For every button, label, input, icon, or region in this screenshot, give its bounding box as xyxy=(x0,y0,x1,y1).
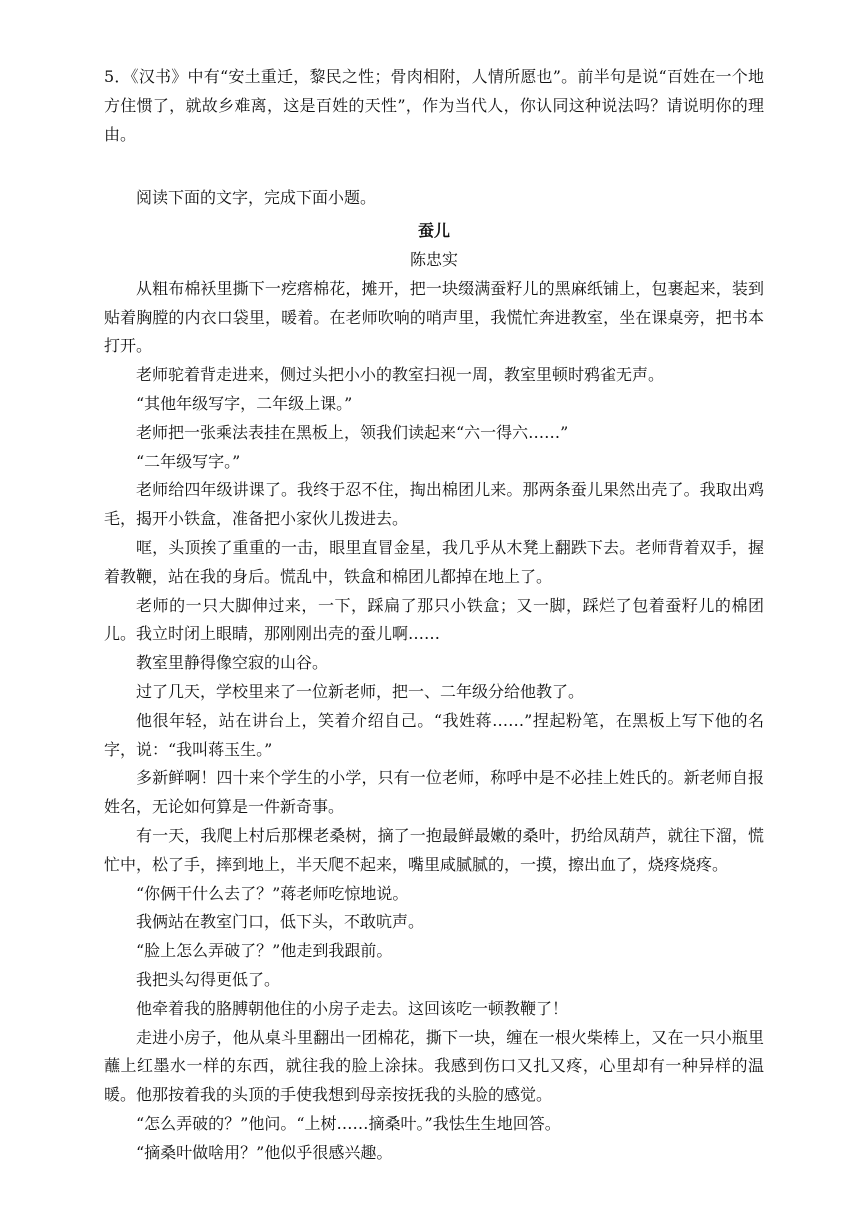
story-paragraph: “摘桑叶做啥用？”他似乎很感兴趣。 xyxy=(136,1142,393,1162)
story-paragraph: “二年级写字。” xyxy=(136,451,241,471)
story-paragraph: “脸上怎么弄破了？”他走到我跟前。 xyxy=(136,941,393,961)
story-paragraph: “怎么弄破的？”他问。“上树……摘桑叶。”我怯生生地回答。 xyxy=(136,1113,561,1133)
story-paragraph: 他很年轻，站在讲台上，笑着介绍自己。“我姓蒋……”捏起粉笔，在黑板上写下他的名字，说：“我叫蒋玉生。” xyxy=(104,710,764,759)
question-5-text: 5．《汉书》中有“安土重迁，黎民之性；骨肉相附，人情所愿也”。前半句是说“百姓在一个地方住惯了，就故乡难离，这是百姓的天性”，作为当代人，你认同这种说法吗？请说明你的理由。 xyxy=(104,67,764,144)
story-paragraph: 走进小房子，他从桌斗里翻出一团棉花，撕下一块，缠在一根火柴棒上，又在一只小瓶里蘸上红墨水一样的东西，就往我的脸上涂抹。我感到伤口又扎又疼，心里却有一种异样的温暖。他那按着我的头顶的手使我想到母亲按抚我的头脸的感觉。 xyxy=(104,1027,764,1105)
story-paragraph: 他牵着我的胳膊朝他住的小房子走去。这回该吃一顿教鞭了！ xyxy=(136,998,569,1018)
story-paragraph: “你俩干什么去了？”蒋老师吃惊地说。 xyxy=(136,883,409,903)
story-paragraph: 我俩站在教室门口，低下头，不敢吭声。 xyxy=(136,912,425,932)
page-content xyxy=(104,63,764,1167)
question-5 xyxy=(104,63,764,149)
reading-instruction: 阅读下面的文字，完成下面小题。 xyxy=(136,188,377,208)
story-title: 蚕儿 xyxy=(417,221,450,241)
story-paragraph: 老师给四年级讲课了。我终于忍不住，掏出棉团儿来。那两条蚕儿果然出壳了。我取出鸡毛，揭开小铁盒，准备把小家伙儿拨进去。 xyxy=(104,480,764,529)
story-paragraph: 老师驼着背走进来，侧过头把小小的教室扫视一周，教室里顿时鸦雀无声。 xyxy=(136,365,665,385)
story-paragraph: 教室里静得像空寂的山谷。 xyxy=(136,653,329,673)
story-paragraph: 我把头勾得更低了。 xyxy=(136,969,281,989)
story-paragraph: 有一天，我爬上村后那棵老桑树，摘了一抱最鲜最嫩的桑叶，扔给凤葫芦，就往下溜，慌忙中，松了手，摔到地上，半天爬不起来，嘴里咸腻腻的，一摸，擦出血了，烧疼烧疼。 xyxy=(104,825,764,874)
story-paragraph: 哐，头顶挨了重重的一击，眼里直冒金星，我几乎从木凳上翻跌下去。老师背着双手，握着教鞭，站在我的身后。慌乱中，铁盒和棉团儿都掉在地上了。 xyxy=(104,537,764,586)
story-paragraph: 从粗布棉袄里撕下一疙瘩棉花，摊开，把一块缀满蚕籽儿的黑麻纸铺上，包裹起来，装到贴着胸膛的内衣口袋里，暖着。在老师吹响的哨声里，我慌忙奔进教室，坐在课桌旁，把书本打开。 xyxy=(104,278,764,356)
story-paragraph: 过了几天，学校里来了一位新老师，把一、二年级分给他教了。 xyxy=(136,681,585,701)
story-paragraph: “其他年级写字，二年级上课。” xyxy=(136,393,353,413)
story-paragraph: 老师把一张乘法表挂在黑板上，领我们读起来“六一得六……” xyxy=(136,422,569,442)
story-author: 陈忠实 xyxy=(409,249,458,269)
story-body xyxy=(104,275,764,1168)
story-paragraph: 老师的一只大脚伸过来，一下，踩扁了那只小铁盒；又一脚，踩烂了包着蚕籽儿的棉团儿。我立时闭上眼睛，那刚刚出壳的蚕儿啊…… xyxy=(104,595,764,644)
story-paragraph: 多新鲜啊！四十来个学生的小学，只有一位老师，称呼中是不必挂上姓氏的。新老师自报姓名，无论如何算是一件新奇事。 xyxy=(104,768,764,817)
